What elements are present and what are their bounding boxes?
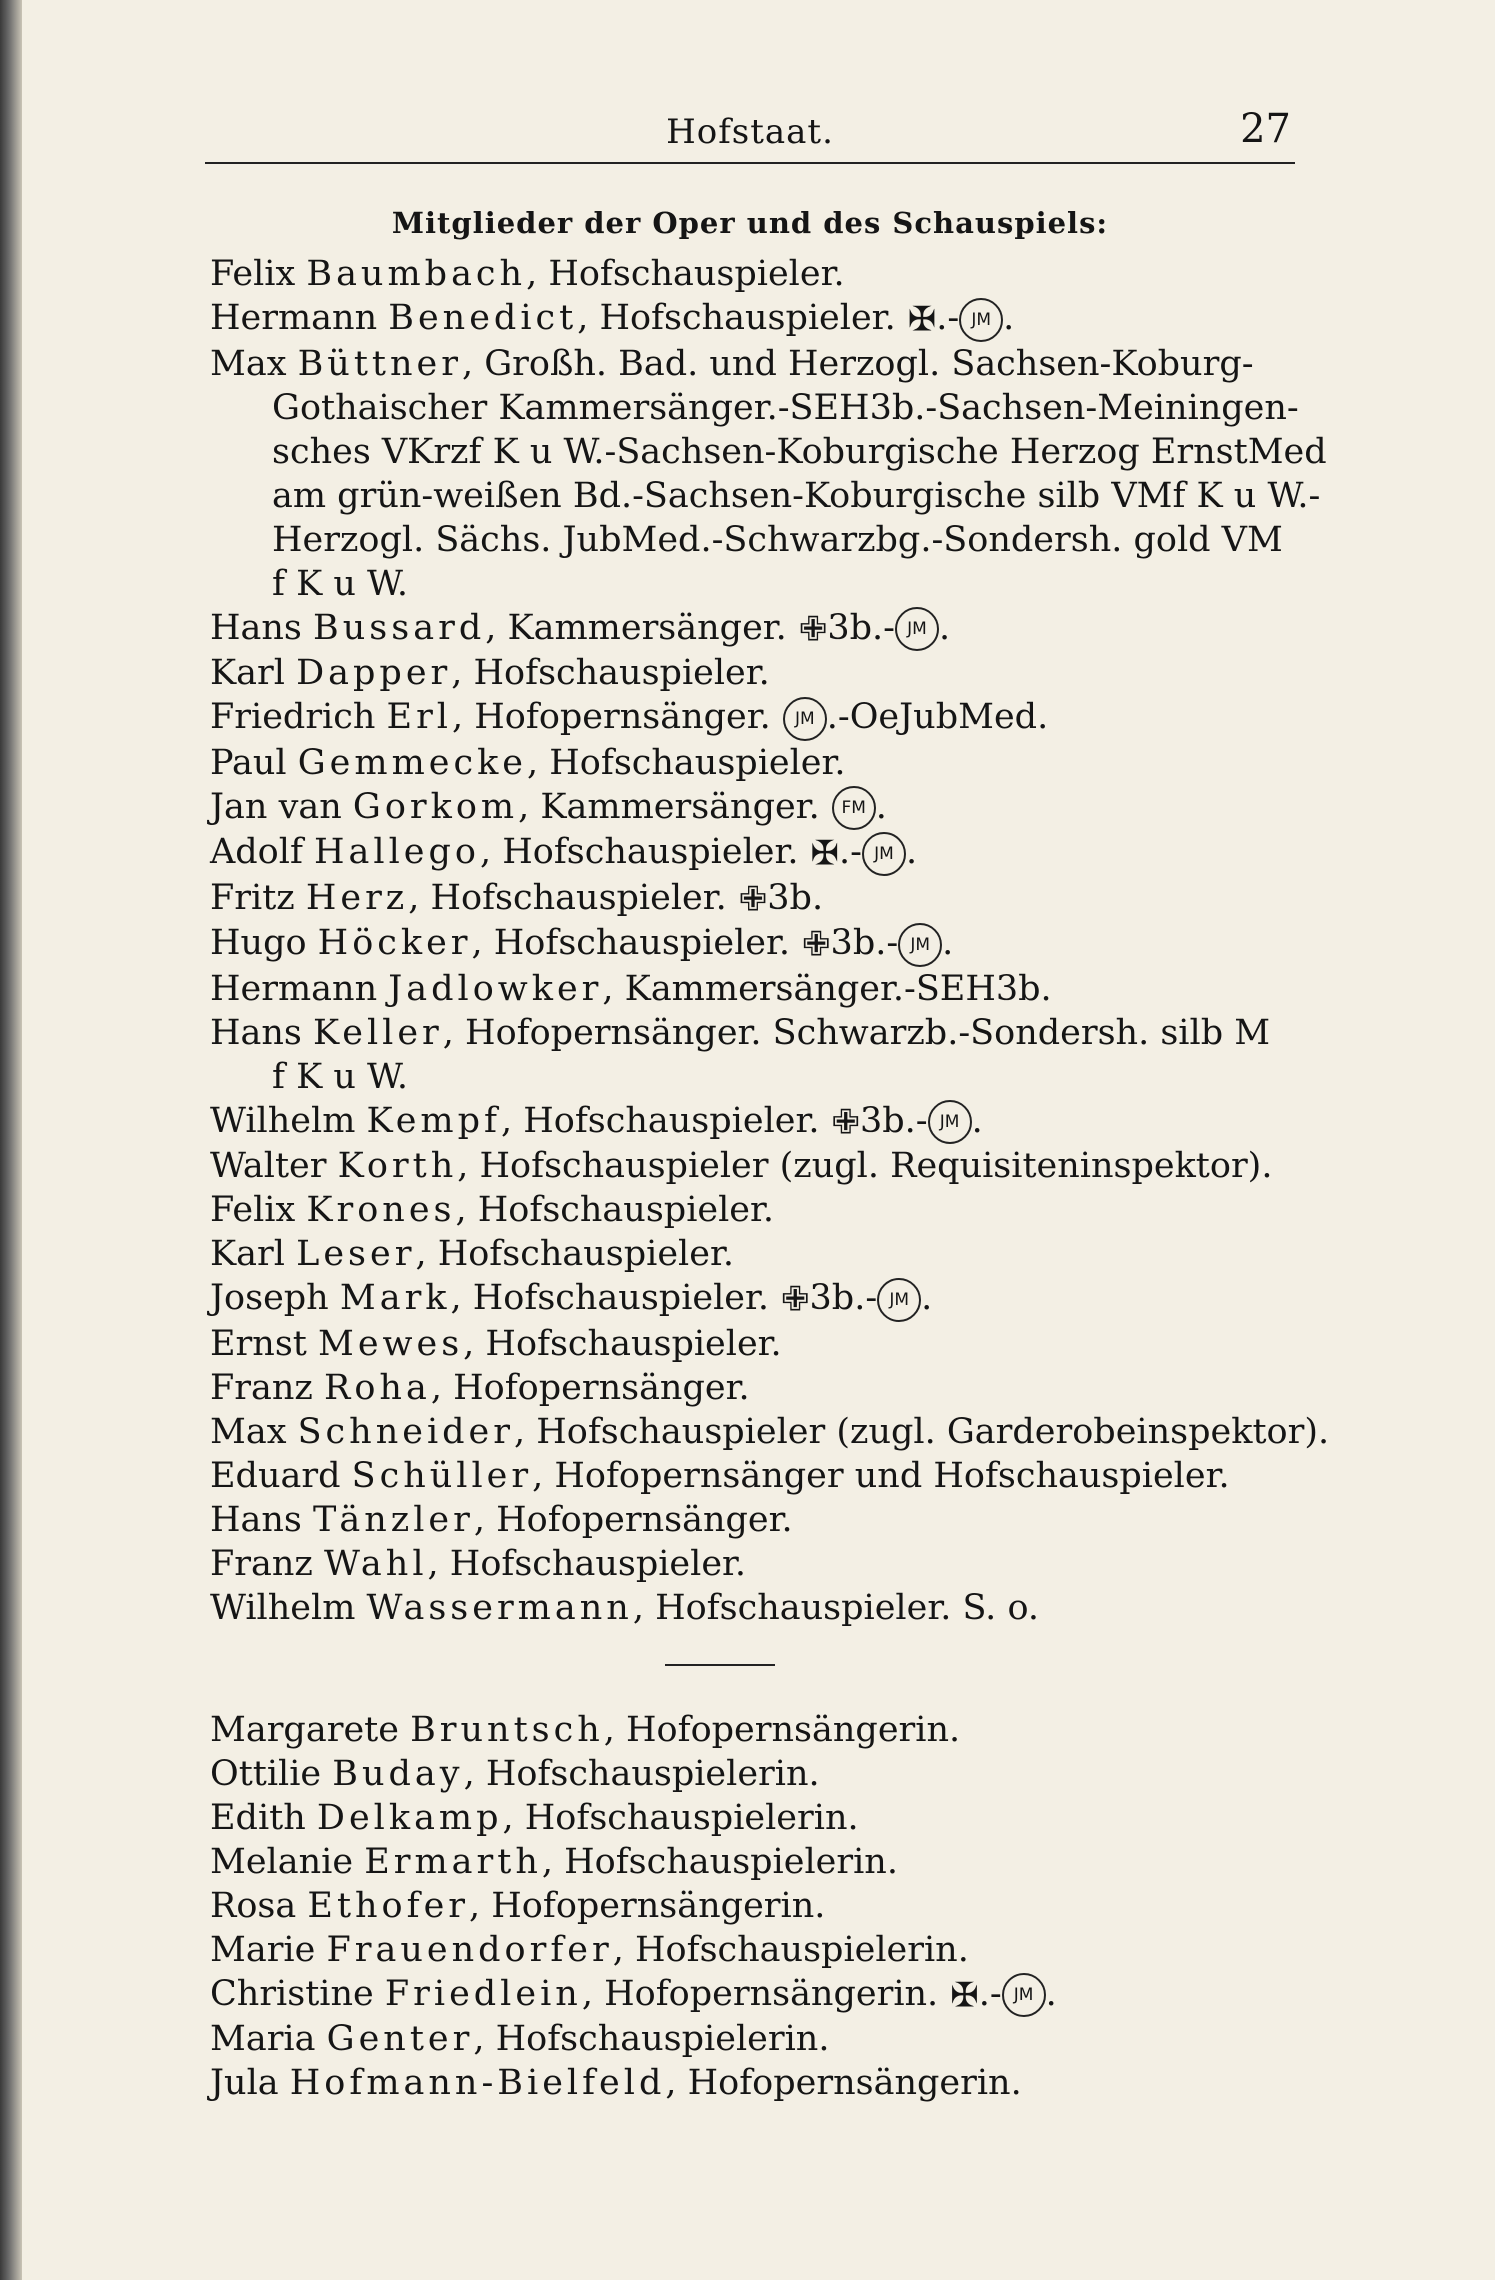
cross-decoration-icon: ✙ <box>781 1279 810 1320</box>
description: , Hofopernsänger. <box>430 1367 750 1408</box>
decoration-marks <box>739 876 823 922</box>
given-name: Jan van <box>210 786 353 827</box>
section-divider <box>665 1664 775 1666</box>
given-name: Ottilie <box>210 1753 333 1794</box>
jubilee-medal-icon: JM <box>783 697 827 741</box>
list-item <box>210 2061 1310 2105</box>
decoration-text: .- <box>839 832 862 872</box>
given-name: Walter <box>210 1146 338 1186</box>
surname: Leser <box>296 1234 416 1274</box>
given-name: Franz <box>210 1367 324 1408</box>
running-header <box>205 100 1295 164</box>
list-item <box>210 1188 1310 1232</box>
surname: Bussard <box>313 607 486 648</box>
given-name: Hans <box>210 607 314 648</box>
list-item <box>210 1708 1310 1752</box>
surname: Dapper <box>296 653 452 693</box>
decoration-text: . <box>921 1278 933 1318</box>
surname: Bruntsch <box>410 1709 604 1750</box>
description: , Hofopernsänger und Hofschauspieler. <box>532 1455 1230 1496</box>
surname: Mark <box>339 1278 451 1318</box>
surname: Herz <box>305 877 409 918</box>
description: , Hofschauspieler. <box>471 923 791 963</box>
decoration-text: . <box>942 923 954 963</box>
cross-decoration-icon: ✙ <box>798 609 828 649</box>
list-item <box>210 342 1310 386</box>
list-item <box>210 1586 1310 1630</box>
list-item <box>210 1011 1310 1055</box>
header-title: Hofstaat. <box>666 112 834 152</box>
jubilee-medal-icon: JM <box>959 298 1003 342</box>
description: , Hofschauspieler. <box>451 653 770 693</box>
decoration-marks <box>832 785 887 831</box>
surname: Frauendorfer <box>326 1929 613 1970</box>
surname: Benedict <box>388 298 578 338</box>
surname: Gorkom <box>352 786 519 827</box>
description: , Hofschauspieler. <box>527 742 846 783</box>
decoration-marks <box>811 830 918 876</box>
given-name: Margarete <box>210 1709 411 1750</box>
given-name: Max <box>210 1411 298 1452</box>
list-item <box>210 1542 1310 1586</box>
description: , Hofschauspieler. <box>500 1100 820 1141</box>
description: , Hofschauspieler (zugl. Garderobeinspektor). <box>514 1411 1330 1452</box>
list-item <box>210 1796 1310 1840</box>
given-name: Hans <box>210 1012 314 1053</box>
cross-decoration-icon: ✙ <box>802 924 831 965</box>
description: , Hofopernsänger. Schwarzb.-Sondersh. silb M <box>442 1012 1271 1053</box>
given-name: Rosa <box>210 1885 308 1926</box>
cross-decoration-icon: ✠ <box>950 1975 979 2015</box>
list-item <box>210 1099 1310 1145</box>
given-name: Marie <box>210 1929 327 1970</box>
decoration-marks <box>908 296 1015 342</box>
description: , Hofopernsänger. <box>452 697 771 737</box>
list-item-continuation: am grün-weißen Bd.-Sachsen-Koburgische silb VMf K u W.- <box>272 475 1321 516</box>
given-name: Hugo <box>210 923 318 963</box>
description: , Hofschauspieler. <box>577 298 896 338</box>
list-item <box>210 1366 1310 1410</box>
description: , Kammersänger.-SEH3b. <box>602 968 1052 1009</box>
description: , Hofschauspieler (zugl. Requisiteninspektor). <box>457 1146 1273 1186</box>
list-item <box>210 1840 1310 1884</box>
given-name: Paul <box>210 742 298 783</box>
description: , Hofschauspielerin. <box>502 1797 859 1838</box>
list-item <box>210 1972 1310 2018</box>
list-item <box>210 1410 1330 1454</box>
description: , Hofschauspieler. <box>408 877 727 918</box>
decoration-text: 3b.- <box>860 1100 928 1141</box>
list-item-continuation: f K u W. <box>272 563 409 604</box>
list-item-continuation: Gothaischer Kammersänger.-SEH3b.-Sachsen-Meiningen- <box>272 387 1299 428</box>
decoration-text: .-OeJubMed. <box>826 697 1049 737</box>
decoration-marks <box>783 695 1048 741</box>
description: , Hofschauspieler. <box>455 1190 775 1230</box>
surname: Jadlowker <box>388 968 603 1009</box>
description: , Hofopernsängerin. <box>469 1885 826 1926</box>
description: , Hofopernsängerin. <box>581 1973 939 2014</box>
given-name: Adolf <box>210 832 315 872</box>
list-item <box>210 1498 1310 1542</box>
surname: Roha <box>324 1367 431 1408</box>
description: , Hofschauspielerin. <box>463 1753 820 1794</box>
description: , Hofschauspielerin. <box>473 2019 830 2059</box>
cross-decoration-icon: ✙ <box>738 879 768 919</box>
decoration-marks <box>950 1972 1057 2018</box>
given-name: Maria <box>210 2019 327 2059</box>
list-item <box>210 1276 1310 1322</box>
cross-decoration-icon: ✠ <box>907 299 937 340</box>
list-item-continuation: sches VKrzf K u W.-Sachsen-Koburgische Herzog ErnstMed <box>272 431 1327 472</box>
decoration-marks <box>802 921 953 967</box>
given-name: Jula <box>210 2063 290 2103</box>
given-name: Melanie <box>210 1841 365 1882</box>
decoration-text: 3b.- <box>827 607 895 648</box>
member-list <box>210 252 1330 2105</box>
description: , Hofschauspielerin. <box>612 1929 969 1970</box>
list-item <box>210 695 1310 741</box>
given-name: Franz <box>210 1543 324 1584</box>
given-name: Hans <box>210 1499 314 1540</box>
decoration-text: . <box>938 607 951 648</box>
given-name: Karl <box>210 653 297 693</box>
surname: Schüller <box>351 1455 533 1496</box>
list-item <box>210 1144 1310 1188</box>
description: , Kammersänger. <box>518 786 820 827</box>
given-name: Felix <box>210 254 307 294</box>
list-item <box>210 830 1310 876</box>
surname: Hallego <box>314 832 480 872</box>
surname: Ermarth <box>364 1841 542 1882</box>
surname: Baumbach <box>306 254 527 294</box>
surname: Schneider <box>297 1411 514 1452</box>
medal-icon: FM <box>832 786 876 830</box>
female-members-list <box>210 1708 1310 2106</box>
description: , Hofschauspieler. <box>526 254 845 294</box>
given-name: Friedrich <box>210 697 387 737</box>
list-item <box>210 1752 1310 1796</box>
description: , Hofschauspieler. <box>480 832 799 872</box>
list-item <box>210 252 1310 296</box>
list-item <box>210 2017 1310 2061</box>
list-item <box>210 1322 1310 1366</box>
list-item <box>210 1884 1310 1928</box>
surname: Krones <box>306 1190 456 1230</box>
surname: Delkamp <box>316 1797 503 1838</box>
surname: Hofmann-Bielfeld <box>289 2063 666 2103</box>
list-item <box>210 1232 1310 1276</box>
surname: Büttner <box>297 343 462 384</box>
surname: Friedlein <box>384 1973 582 2014</box>
decoration-marks <box>799 606 950 652</box>
decoration-marks <box>832 1099 983 1145</box>
jubilee-medal-icon: JM <box>895 607 939 651</box>
decoration-marks <box>781 1276 932 1322</box>
surname: Genter <box>326 2019 474 2059</box>
surname: Erl <box>386 697 453 737</box>
list-item <box>210 921 1310 967</box>
description: , Hofopernsängerin. <box>665 2063 1022 2103</box>
given-name: Eduard <box>210 1455 352 1496</box>
given-name: Fritz <box>210 877 306 918</box>
decoration-text: 3b. <box>767 877 824 918</box>
description: , Kammersänger. <box>485 607 787 648</box>
surname: Wassermann <box>366 1587 633 1628</box>
surname: Höcker <box>317 923 472 963</box>
list-item <box>210 296 1310 342</box>
description: , Hofschauspieler. S. o. <box>632 1587 1040 1628</box>
cross-decoration-icon: ✙ <box>831 1102 860 1142</box>
decoration-text: . <box>1003 298 1015 338</box>
page-number: 27 <box>1240 106 1291 152</box>
jubilee-medal-icon: JM <box>877 1278 921 1322</box>
given-name: Joseph <box>210 1278 340 1318</box>
list-item-continuation: f K u W. <box>272 1056 409 1097</box>
given-name: Hermann <box>210 298 389 338</box>
jubilee-medal-icon: JM <box>928 1100 972 1144</box>
surname: Tänzler <box>313 1499 474 1540</box>
section-heading: Mitglieder der Oper und des Schauspiels: <box>391 206 1109 240</box>
surname: Ethofer <box>307 1885 470 1926</box>
surname: Kempf <box>366 1100 501 1141</box>
list-item <box>210 1928 1310 1972</box>
decoration-text: 3b.- <box>830 923 899 963</box>
list-item <box>210 876 1310 922</box>
description: , Hofschauspieler. <box>463 1323 782 1364</box>
description: , Hofschauspielerin. <box>541 1841 898 1882</box>
description: , Hofschauspieler. <box>427 1543 747 1584</box>
description: , Hofopernsängerin. <box>603 1709 961 1750</box>
given-name: Hermann <box>210 968 389 1009</box>
jubilee-medal-icon: JM <box>862 832 906 876</box>
description: , Hofopernsänger. <box>473 1499 793 1540</box>
male-members-list <box>210 252 1330 1630</box>
given-name: Wilhelm <box>210 1587 367 1628</box>
description: , Hofschauspieler. <box>450 1278 770 1318</box>
surname: Wahl <box>324 1543 428 1584</box>
surname: Keller <box>313 1012 443 1053</box>
given-name: Karl <box>210 1234 297 1274</box>
decoration-text: .- <box>936 298 960 338</box>
list-item-continuation: Herzogl. Sächs. JubMed.-Schwarzbg.-Sondersh. gold VM <box>272 519 1283 560</box>
description: , Hofschauspieler. <box>415 1234 734 1274</box>
given-name: Felix <box>210 1190 307 1230</box>
decoration-text: . <box>971 1100 983 1141</box>
list-item <box>210 741 1310 785</box>
surname: Korth <box>337 1146 458 1186</box>
list-item <box>210 1454 1310 1498</box>
decoration-text: . <box>905 832 918 872</box>
jubilee-medal-icon: JM <box>898 923 942 967</box>
description: , Großh. Bad. und Herzogl. Sachsen-Koburg- <box>461 343 1254 384</box>
decoration-text: . <box>875 786 887 827</box>
jubilee-medal-icon: JM <box>1002 1973 1046 2017</box>
decoration-text: . <box>1045 1973 1057 2014</box>
surname: Mewes <box>317 1323 464 1364</box>
list-item <box>210 606 1310 652</box>
given-name: Max <box>210 343 298 384</box>
decoration-text: .- <box>978 1973 1002 2014</box>
list-item <box>210 785 1310 831</box>
cross-decoration-icon: ✠ <box>810 833 840 874</box>
given-name: Edith <box>210 1797 317 1838</box>
given-name: Christine <box>210 1973 385 2014</box>
list-item <box>210 651 1310 695</box>
decoration-text: 3b.- <box>809 1278 878 1318</box>
list-item <box>210 967 1310 1011</box>
surname: Gemmecke <box>297 742 528 783</box>
surname: Buday <box>332 1753 464 1794</box>
given-name: Ernst <box>210 1323 318 1364</box>
given-name: Wilhelm <box>210 1100 367 1141</box>
